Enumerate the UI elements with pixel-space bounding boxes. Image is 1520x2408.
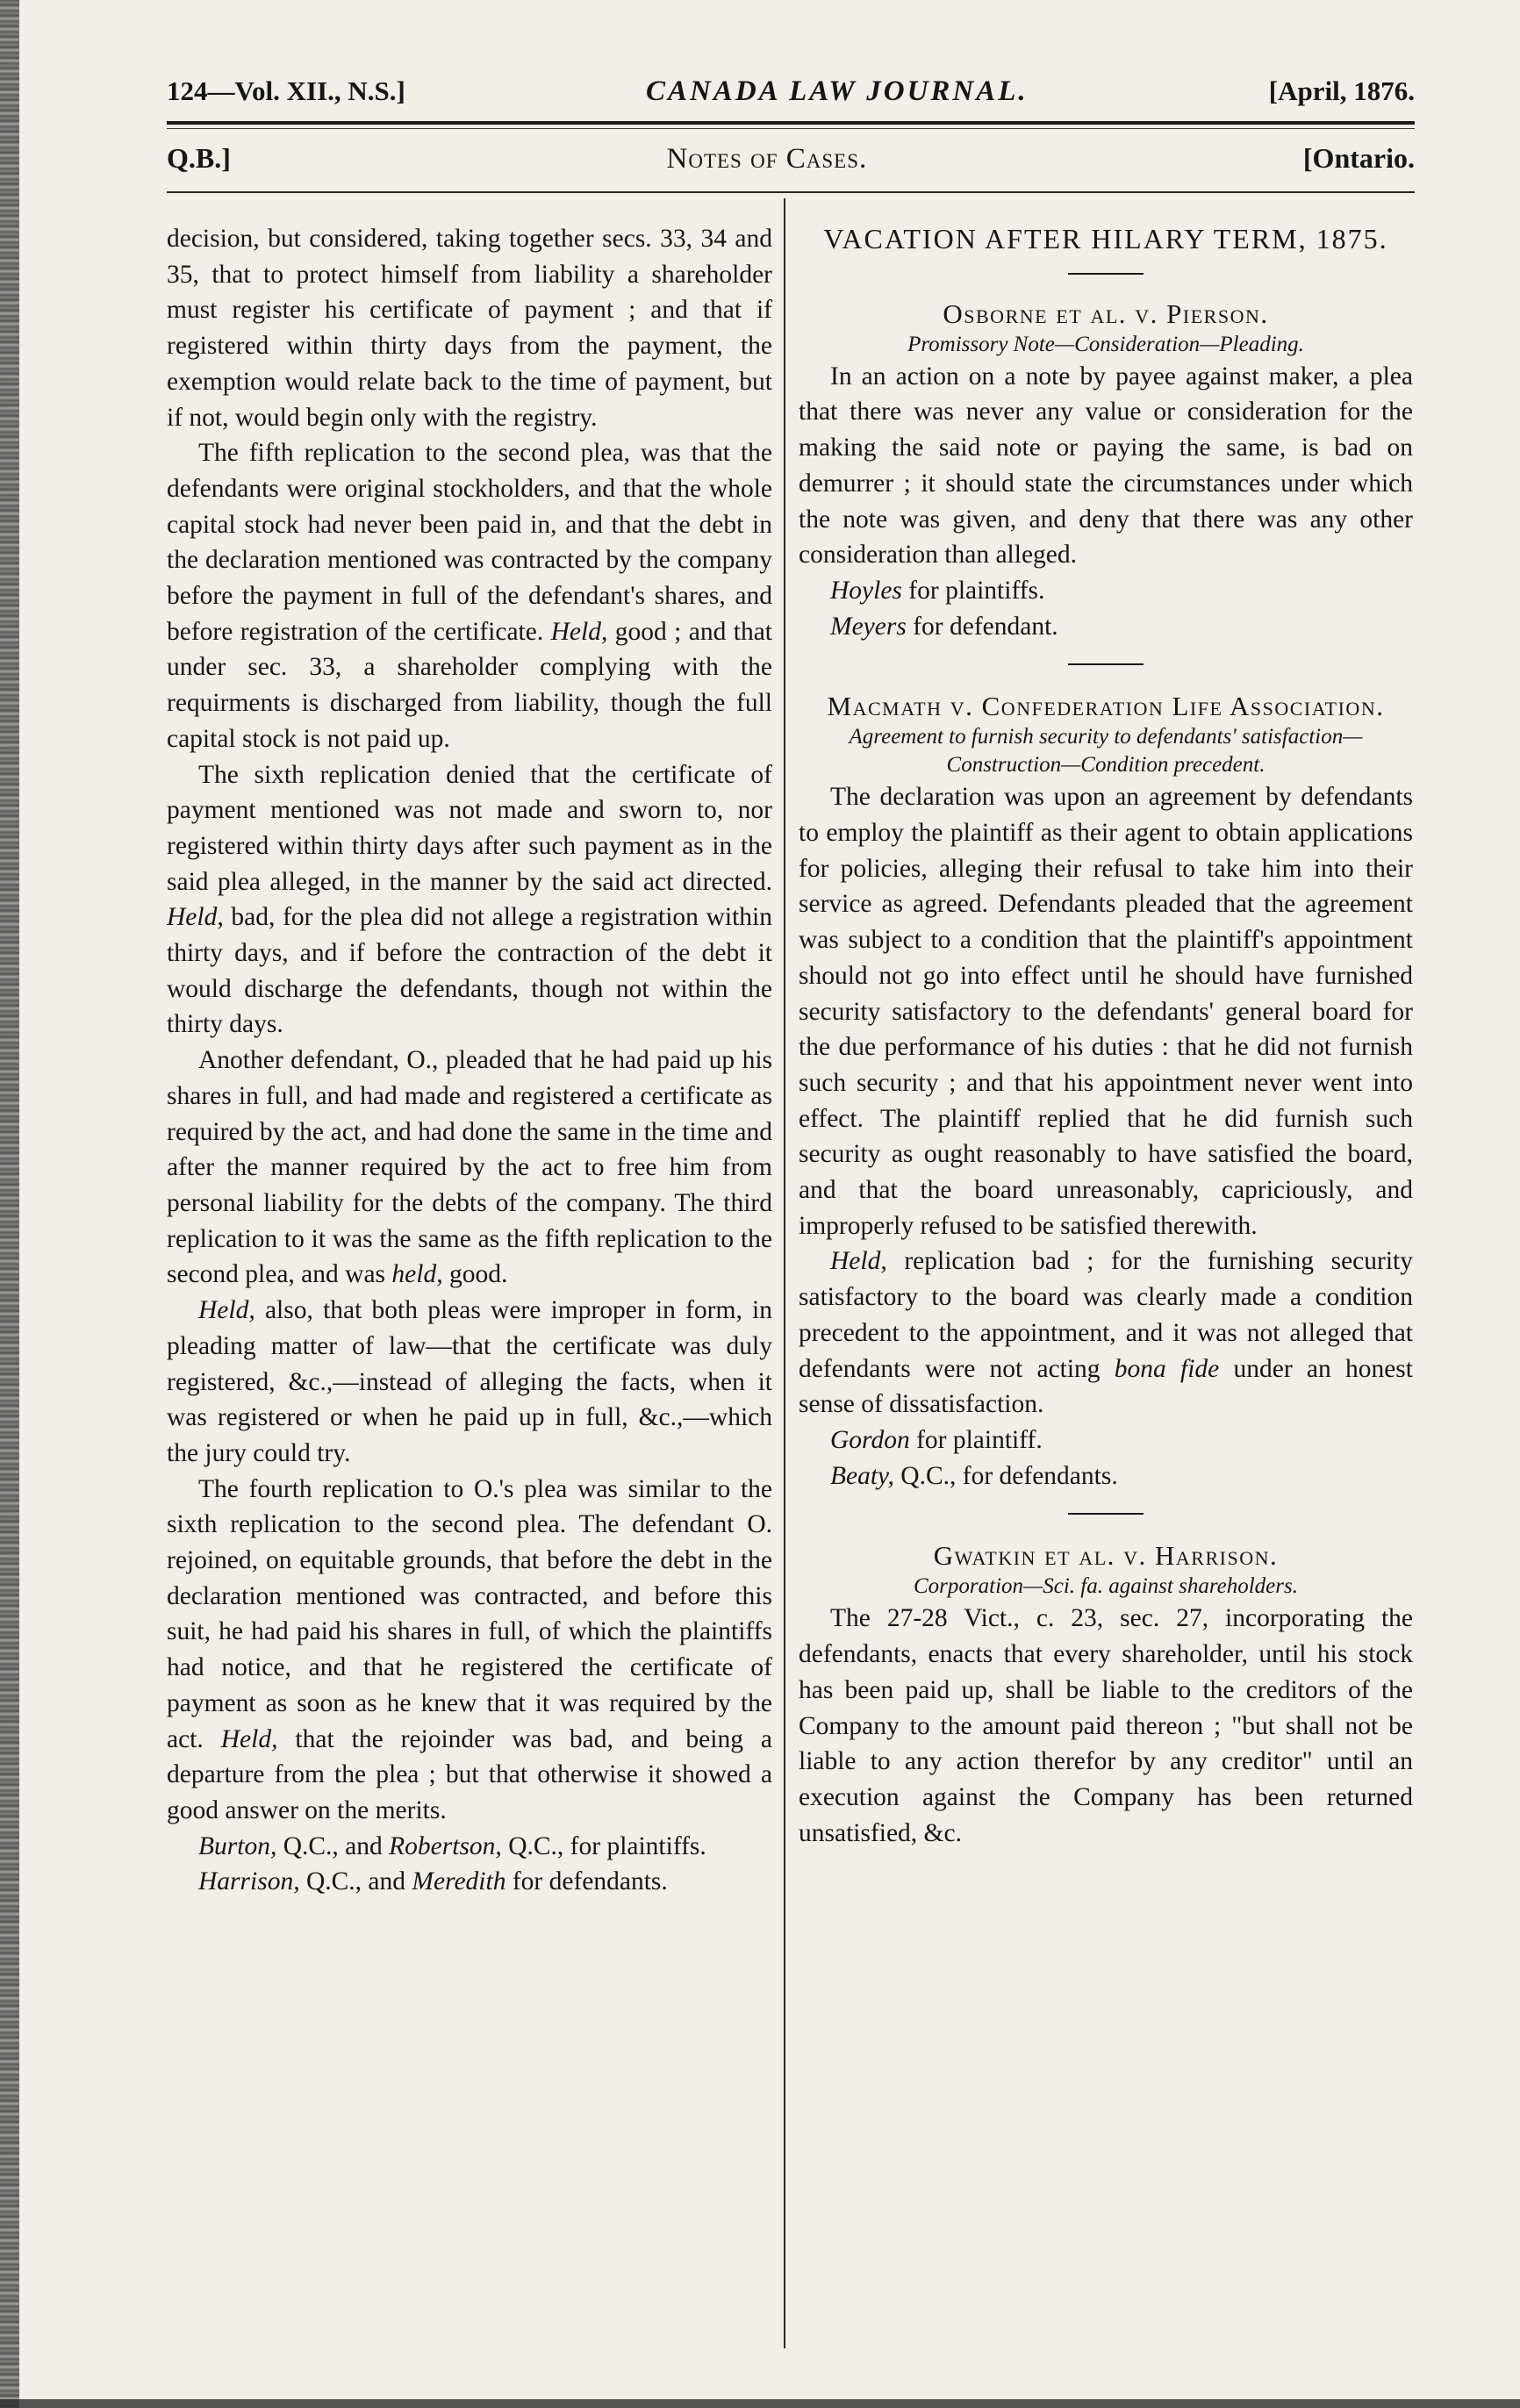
paragraph: The sixth replication denied that the certificate of payment mentioned was not made and sworn to, nor registered within thirty days after such payment as in the said plea alleged, in the manner by the said act directed. Held, bad, for the plea did not allege a registration within thirty days, and if before the contraction of the debt it would discharge the defendants, though not within the thirty days.	[167, 760, 772, 1039]
running-header	[167, 75, 1415, 108]
paragraph: The declaration was upon an agreement by defendants to employ the plaintiff as their agent to obtain applications for policies, alleging their refusal to take him into their service as agreed. Defendants pleaded that the agreement was subject to a condition that the plaintiff's appointment should not go into effect until he should have furnished security satisfactory to the defendants' general board for the due performance of his duties : that he did not furnish such security ; and that his appointment never went into effect. The plaintiff replied that he did furnish such security as ought reasonably to have satisfied the board, and that the board unreasonably, capriciously, and improperly refused to be satisfied therewith.	[799, 783, 1413, 1240]
case-title: Macmath v. Confederation Life Association.	[827, 691, 1385, 722]
separator-rule	[1068, 663, 1144, 665]
paragraph: The fifth replication to the second plea, was that the defendants were original stockholders, and that the whole capital stock had never been paid in, and that the debt in the declaration mentioned was contracted by the company before the payment in full of the defendant's shares, and before registration of the certificate. Held, good ; and that under sec. 33, a shareholder complying with the requirments is discharged from liability, though the full capital stock is not paid up.	[167, 439, 773, 753]
case-subtitle: Agreement to furnish security to defendants' satisfaction—Construction—Condition precedent.	[849, 725, 1363, 778]
separator-rule	[1068, 1513, 1144, 1515]
header-rule-thin	[167, 128, 1415, 129]
counsel-line: Burton, Q.C., and Robertson, Q.C., for plaintiffs.	[198, 1831, 706, 1860]
journal-title: CANADA LAW JOURNAL.	[645, 75, 1029, 107]
column-divider	[784, 198, 785, 2348]
issue-date: [April, 1876.	[1268, 75, 1415, 106]
counsel-line: Beaty, Q.C., for defendants.	[830, 1461, 1118, 1490]
case-subtitle: Promissory Note—Consideration—Pleading.	[907, 332, 1304, 356]
paragraph: Another defendant, O., pleaded that he had paid up his shares in full, and had made and registered a certificate as required by the act, and had done the same in the time and after the manner required by the act to free him from personal liability for the debts of the company. The third replication to it was the same as the fifth replication to the second plea, and was held, good.	[167, 1046, 772, 1289]
court-label: Q.B.]	[167, 142, 231, 174]
held-term: Held,	[220, 1724, 278, 1753]
case-title: Gwatkin et al. v. Harrison.	[933, 1540, 1279, 1572]
term-heading: VACATION AFTER HILARY TERM, 1875.	[823, 223, 1388, 254]
paragraph: In an action on a note by payee against maker, a plea that there was never any value or consideration for the making the said note or paying the same, is bad on demurrer ; it should state the circumstances under which the note was given, and deny that there was any other consideration than alleged.	[799, 362, 1413, 570]
held-term: Held,	[167, 903, 224, 932]
province-label: [Ontario.	[1302, 142, 1415, 174]
held-term: Held,	[550, 617, 608, 646]
volume-label: 124—Vol. XII., N.S.]	[167, 75, 405, 106]
paragraph: The 27-28 Vict., c. 23, sec. 27, incorporating the defendants, enacts that every shareholder, until his stock has been paid up, shall be liable to the creditors of the Company to the amount paid thereon ; "but shall not be liable to any action therefor by any creditor" until an execution against the Company has been returned unsatisfied, &c.	[799, 1604, 1413, 1847]
paragraph: Held, also, that both pleas were improper in form, in pleading matter of law—that the certificate was duly registered, &c.,—instead of alleging the facts, when it was registered or when he paid up in full, &c.,—which the jury could try.	[167, 1296, 772, 1467]
counsel-line: Meyers for defendant.	[830, 612, 1058, 641]
paragraph: Held, replication bad ; for the furnishing security satisfactory to the board was clearly made a condition precedent to the appointment, and it was not alleged that defendants were not acting bona fide under an honest sense of dissatisfaction.	[799, 1247, 1413, 1419]
paragraph: The fourth replication to O.'s plea was similar to the sixth replication to the second plea. The defendant O. rejoined, on equitable grounds, that before the debt in the declaration mentioned was contracted, and before this suit, he had paid his shares in full, of which the plaintiffs had notice, and that he registered the certificate of payment as soon as he knew that it was required by the act. Held, that the rejoinder was bad, and being a departure from the plea ; but that otherwise it showed a good answer on the merits.	[167, 1474, 772, 1824]
section-title: Notes of Cases.	[666, 143, 868, 175]
held-term: Held,	[198, 1296, 255, 1325]
case-title: Osborne et al. v. Pierson.	[943, 297, 1269, 329]
scan-edge	[0, 0, 19, 2408]
held-term: held,	[391, 1260, 443, 1289]
counsel-line: Hoyles for plaintiffs.	[830, 576, 1045, 605]
scan-bottom-edge	[0, 2399, 1520, 2408]
case-subtitle: Corporation—Sci. fa. against shareholders.	[914, 1574, 1298, 1599]
left-column	[167, 221, 772, 1900]
paragraph: decision, but considered, taking together secs. 33, 34 and 35, that to protect himself from liability a shareholder must register his certificate of payment ; and that if registered within thirty days from the payment, the exemption would relate back to the time of payment, but if not, would begin only with the registry.	[167, 225, 772, 432]
separator-rule	[1068, 273, 1144, 275]
counsel-line: Harrison, Q.C., and Meredith for defendants.	[198, 1867, 668, 1896]
header-rule	[167, 121, 1415, 125]
section-header	[167, 142, 1415, 176]
counsel-line: Gordon for plaintiff.	[830, 1425, 1043, 1454]
held-term: Held,	[830, 1247, 887, 1276]
right-column	[799, 221, 1413, 1851]
section-rule	[167, 191, 1415, 193]
